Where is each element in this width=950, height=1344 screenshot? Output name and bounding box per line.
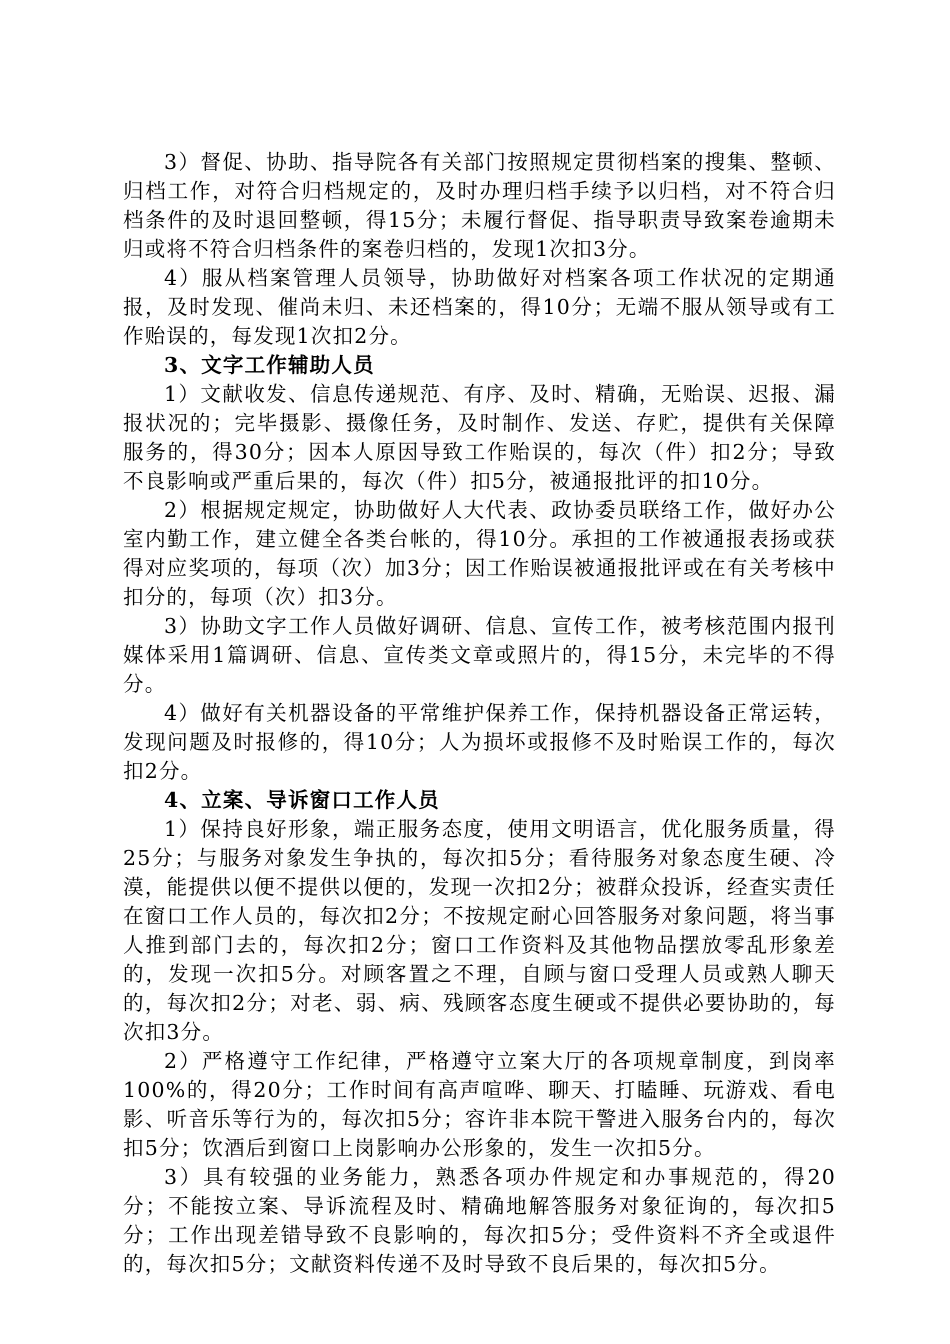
section-heading-filing-window: 4、立案、导诉窗口工作人员 xyxy=(164,788,440,812)
paragraph-archive-4: 4）服从档案管理人员领导，协助做好对档案各项工作状况的定期通报，及时发现、催尚未归、未还档案的，得10分；无端不服从领导或有工作贻误的，每发现1次扣2分。 xyxy=(123,266,836,348)
paragraph-writing-2: 2）根据规定规定，协助做好人大代表、政协委员联络工作，做好办公室内勤工作，建立健全各类台帐的，得10分。承担的工作被通报表扬或获得对应奖项的，每项（次）加3分；因工作贻误被通报批评或在有关考核中扣分的，每项（次）扣3分。 xyxy=(123,498,836,609)
paragraph-window-3: 3）具有较强的业务能力，熟悉各项办件规定和办事规范的，得20分；不能按立案、导诉流程及时、精确地解答服务对象征询的，每次扣5分；工作出现差错导致不良影响的，每次扣5分；受件资料不齐全或退件的，每次扣5分；文献资料传递不及时导致不良后果的，每次扣5分。 xyxy=(123,1165,836,1276)
paragraph-window-2: 2）严格遵守工作纪律，严格遵守立案大厅的各项规章制度，到岗率100%的，得20分；工作时间有高声喧哗、聊天、打瞌睡、玩游戏、看电影、听音乐等行为的，每次扣5分；容许非本院干警进入服务台内的，每次扣5分；饮酒后到窗口上岗影响办公形象的，发生一次扣5分。 xyxy=(123,1049,836,1160)
paragraph-archive-3: 3）督促、协助、指导院各有关部门按照规定贯彻档案的搜集、整顿、归档工作，对符合归档规定的，及时办理归档手续予以归档，对不符合归档条件的及时退回整顿，得15分；未履行督促、指导职责导致案卷逾期未归或将不符合归档条件的案卷归档的，发现1次扣3分。 xyxy=(123,150,836,261)
paragraph-writing-4: 4）做好有关机器设备的平常维护保养工作，保持机器设备正常运转，发现问题及时报修的，得10分；人为损坏或报修不及时贻误工作的，每次扣2分。 xyxy=(123,701,836,783)
paragraph-window-1: 1）保持良好形象，端正服务态度，使用文明语言，优化服务质量，得25分；与服务对象发生争执的，每次扣5分；看待服务对象态度生硬、冷漠，能提供以便不提供以便的，发现一次扣2分；被群众投诉，经查实责任在窗口工作人员的，每次扣2分；不按规定耐心回答服务对象问题，将当事人推到部门去的，每次扣2分；窗口工作资料及其他物品摆放零乱形象差的，发现一次扣5分。对顾客置之不理，自顾与窗口受理人员或熟人聊天的，每次扣2分；对老、弱、病、残顾客态度生硬或不提供必要协助的，每次扣3分。 xyxy=(123,817,836,1044)
document-body xyxy=(123,148,836,1279)
paragraph-writing-3: 3）协助文字工作人员做好调研、信息、宣传工作，被考核范围内报刊媒体采用1篇调研、信息、宣传类文章或照片的，得15分，未完毕的不得分。 xyxy=(123,614,836,696)
paragraph-writing-1: 1）文献收发、信息传递规范、有序、及时、精确，无贻误、迟报、漏报状况的；完毕摄影、摄像任务，及时制作、发送、存贮，提供有关保障服务的，得30分；因本人原因导致工作贻误的，每次（件）扣2分；导致不良影响或严重后果的，每次（件）扣5分，被通报批评的扣10分。 xyxy=(123,382,836,493)
section-heading-writing-assistant: 3、文字工作辅助人员 xyxy=(164,353,375,377)
